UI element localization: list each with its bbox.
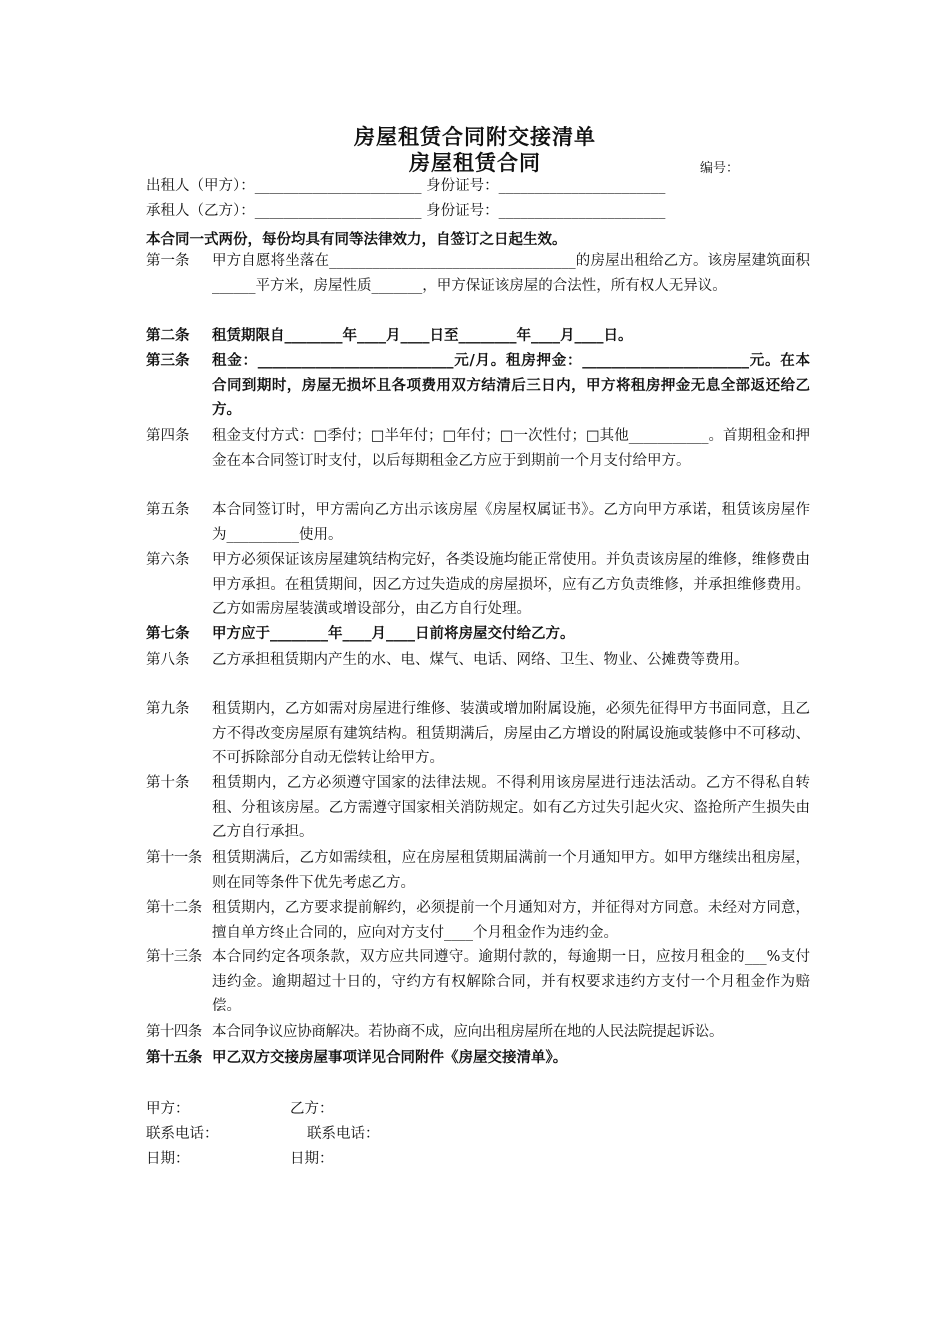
clause-number: 第四条 [146, 428, 190, 444]
document-title: 房屋租赁合同附交接清单 [354, 125, 596, 149]
clause-number: 第六条 [146, 552, 190, 568]
party-b-signature-label: 乙方： [290, 1101, 334, 1117]
clause-text: 本合同争议应协商解决。若协商不成，应向出租房屋所在地的人民法院提起诉讼。 [212, 1024, 724, 1040]
party-a-phone-label: 联系电话： [146, 1126, 219, 1142]
serial-number-label: 编号： [700, 161, 740, 176]
clause-text: 甲方应于________年____月____日前将房屋交付给乙方。 [212, 625, 575, 642]
clause-number: 第十三条 [146, 949, 202, 965]
clause-number: 第十五条 [146, 1049, 202, 1066]
clause-number: 第九条 [146, 701, 190, 717]
clause-text: 租金支付方式：□季付；□半年付；□年付；□一次性付；□其他___________。首期租金和押金在本合同签订时支付，以后每期租金乙方应于到期前一个月支付给甲方。 [212, 428, 810, 469]
clause-number: 第二条 [146, 327, 190, 344]
clause-7 [146, 622, 810, 647]
clause-number: 第十一条 [146, 850, 202, 866]
clause-text: 甲方必须保证该房屋建筑结构完好，各类设施均能正常使用。并负责该房屋的维修，维修费由甲方承担。在租赁期间，因乙方过失造成的房屋损坏，应有乙方负责维修，并承担维修费用。乙方如需房屋装潢或增设部分，由乙方自行处理。 [212, 552, 810, 617]
clause-11 [146, 846, 810, 895]
clause-text: 租金：___________________________元/月。租房押金：_______________________元。在本合同到期时，房屋无损坏且各项费用双方结清后三日内，甲方将租房押金无息全部返还给乙方。 [212, 352, 810, 418]
clause-8 [146, 648, 810, 673]
lessor-line: 出租人（甲方）：_______________________ 身份证号：_______________________ [146, 178, 666, 194]
clause-text: 本合同签订时，甲方需向乙方出示该房屋《房屋权属证书》。乙方向甲方承诺，租赁该房屋作为__________使用。 [212, 502, 810, 543]
clause-text: 租赁期限自________年____月____日至________年____月____日。 [212, 327, 633, 344]
clause-number: 第一条 [146, 253, 190, 269]
clause-14 [146, 1020, 826, 1045]
clause-10 [146, 771, 810, 845]
clause-number: 第五条 [146, 502, 190, 518]
clause-number: 第十二条 [146, 900, 202, 916]
clause-5 [146, 498, 810, 547]
clause-text: 租赁期内，乙方必须遵守国家的法律法规。不得利用该房屋进行违法活动。乙方不得私自转租、分租该房屋。乙方需遵守国家相关消防规定。如有乙方过失引起火灾、盗抢所产生损失由乙方自行承担。 [212, 775, 810, 840]
clause-1 [146, 249, 810, 298]
party-b-phone-label: 联系电话： [307, 1126, 380, 1142]
clause-number: 第十条 [146, 775, 190, 791]
clause-12 [146, 896, 810, 945]
clause-4 [146, 424, 810, 473]
party-b-date-label: 日期： [290, 1151, 334, 1167]
clause-15 [146, 1046, 826, 1071]
clause-number: 第八条 [146, 652, 190, 668]
clause-text: 乙方承担租赁期内产生的水、电、煤气、电话、网络、卫生、物业、公摊费等费用。 [212, 652, 749, 668]
clause-9 [146, 697, 810, 771]
clause-6 [146, 548, 810, 622]
clause-text: 租赁期内，乙方要求提前解约，必须提前一个月通知对方，并征得对方同意。未经对方同意，擅自单方终止合同的，应向对方支付____个月租金作为违约金。 [212, 900, 810, 941]
clause-text: 租赁期内，乙方如需对房屋进行维修、装潢或增加附属设施，必须先征得甲方书面同意，且乙方不得改变房屋原有建筑结构。租赁期满后，房屋由乙方增设的附属设施或装修中不可移动、不可拆除部分自动无偿转让给甲方。 [212, 701, 810, 766]
clause-number: 第三条 [146, 352, 190, 369]
clause-2 [146, 324, 810, 349]
lessee-line: 承租人（乙方）：_______________________ 身份证号：_______________________ [146, 203, 666, 219]
party-a-signature-label: 甲方： [146, 1101, 190, 1117]
clause-text: 本合同约定各项条款，双方应共同遵守。逾期付款的，每逾期一日，应按月租金的___%支付违约金。逾期超过十日的，守约方有权解除合同，并有权要求违约方支付一个月租金作为赔偿。 [212, 949, 810, 1014]
clause-3 [146, 349, 810, 423]
clause-number: 第七条 [146, 625, 190, 642]
clause-text: 租赁期满后，乙方如需续租，应在房屋租赁期届满前一个月通知甲方。如甲方继续出租房屋，则在同等条件下优先考虑乙方。 [212, 850, 810, 891]
clause-text: 甲乙双方交接房屋事项详见合同附件《房屋交接清单》。 [212, 1049, 568, 1066]
clause-text: 甲方自愿将坐落在__________________________________的房屋出租给乙方。该房屋建筑面积______平方米，房屋性质_______，甲方保证该房屋的合法性，所有权人无异议。 [212, 253, 810, 294]
validity-notice: 本合同一式两份，每份均具有同等法律效力，自签订之日起生效。 [146, 231, 567, 248]
clause-number: 第十四条 [146, 1024, 202, 1040]
document-subtitle: 房屋租赁合同 [409, 151, 541, 175]
party-a-date-label: 日期： [146, 1151, 190, 1167]
clause-13 [146, 945, 810, 1019]
